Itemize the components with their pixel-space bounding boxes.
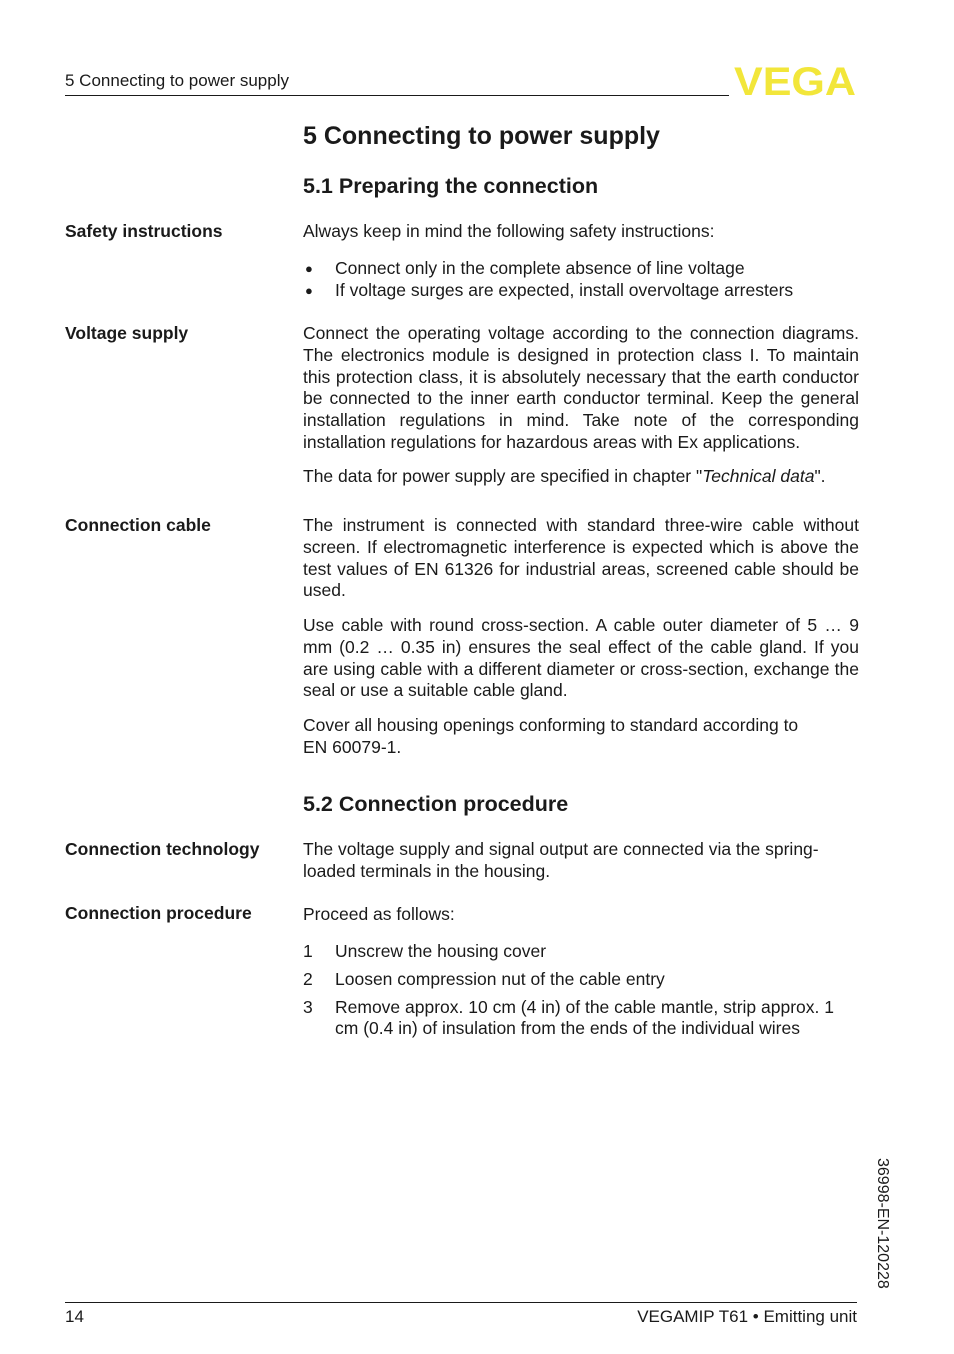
section-title-5-2: 5.2 Connection procedure <box>303 792 569 816</box>
cable-paragraph-2 <box>303 615 859 702</box>
technical-data-reference: Technical data <box>702 466 815 486</box>
safety-bullet-list <box>303 258 859 302</box>
bullet-icon: ● <box>305 282 313 298</box>
procedure-steps <box>303 941 859 1040</box>
technology-text: The voltage supply and signal output are connected via the spring-loaded terminals in the housing. <box>303 839 819 881</box>
voltage-text: Connect the operating voltage according to the connection diagrams. The electronics module is designed in protection class I. To maintain this protection class, it is absolutely necessary that the earth conductor be connected to the inner earth conductor terminal. Keep the general installation regulations in mind. Take note of the corresponding installation regulations for hazardous areas with Ex applications. <box>303 323 859 452</box>
power-data-paragraph <box>303 466 859 488</box>
running-header: 5 Connecting to power supply <box>65 71 289 90</box>
voltage-paragraph <box>303 323 859 454</box>
margin-label-procedure: Connection procedure <box>65 903 252 923</box>
cable-paragraph-3 <box>303 715 823 759</box>
safety-intro <box>303 221 859 243</box>
safety-intro-text: Always keep in mind the following safety instructions: <box>303 221 715 241</box>
margin-label-cable: Connection cable <box>65 515 211 535</box>
bullet-icon: ● <box>305 261 313 276</box>
procedure-intro <box>303 904 859 926</box>
margin-label-safety: Safety instructions <box>65 221 223 241</box>
cable-text-1: The instrument is connected with standard three-wire cable without screen. If electromagnetic interference is expected which is above the test values of EN 61326 for industrial areas, screened cable should be used. <box>303 515 859 601</box>
cable-paragraph-1 <box>303 515 859 602</box>
vega-logo <box>733 62 857 100</box>
section-title-5-1: 5.1 Preparing the connection <box>303 174 599 198</box>
procedure-intro-text: Proceed as follows: <box>303 904 455 924</box>
list-item: 2 Loosen compression nut of the cable entry <box>303 968 665 989</box>
list-item: 3 Remove approx. 10 cm (4 in) of the cable mantle, strip approx. 1 cm (0.4 in) of insulation from the ends of the individual wires <box>303 996 834 1039</box>
product-name: VEGAMIP T61 • Emitting unit <box>637 1307 857 1326</box>
page-number: 14 <box>65 1307 84 1326</box>
margin-label-technology: Connection technology <box>65 839 260 859</box>
technology-paragraph <box>303 839 848 883</box>
footer-rule <box>65 1302 857 1303</box>
document-number: 36998-EN-120228 <box>874 1158 891 1289</box>
header-rule <box>65 95 729 96</box>
margin-label-voltage: Voltage supply <box>65 323 189 343</box>
list-item: 1 Unscrew the housing cover <box>303 941 547 961</box>
power-data-text: The data for power supply are specified in chapter "Technical data". <box>303 466 826 486</box>
cable-text-3: Cover all housing openings conforming to standard according to EN 60079-1. <box>303 715 799 757</box>
list-item: ● Connect only in the complete absence of line voltage <box>305 258 745 278</box>
svg-text:VEGA: VEGA <box>734 62 856 100</box>
list-item: ● If voltage surges are expected, install overvoltage arresters <box>305 279 794 300</box>
chapter-title: 5 Connecting to power supply <box>303 122 660 150</box>
cable-text-2: Use cable with round cross-section. A cable outer diameter of 5 … 9 mm (0.2 … 0.35 in) ensures the seal effect of the cable gland. If you are using cable with a different diameter or cross-section, exchange the seal or use a suitable cable gland. <box>303 615 859 701</box>
